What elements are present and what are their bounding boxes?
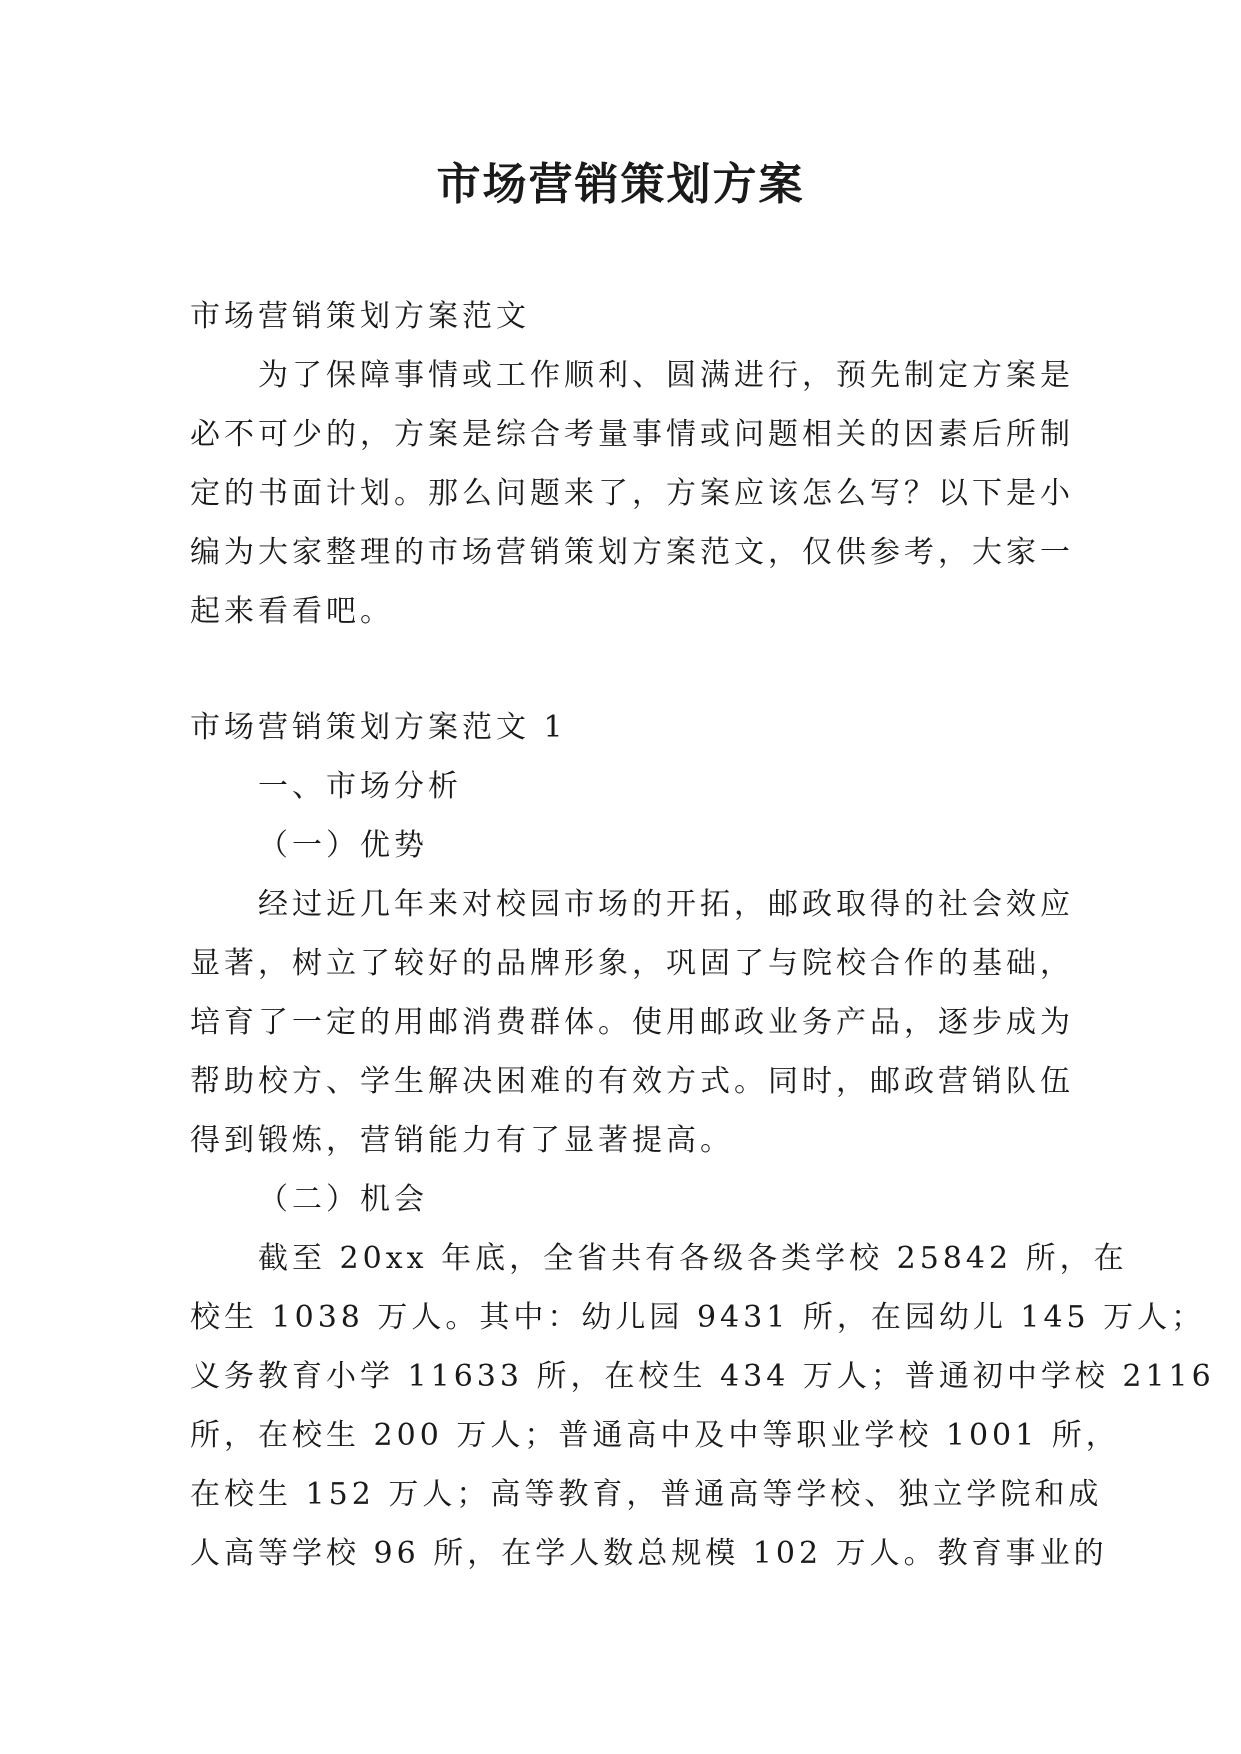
- subsection-heading: 一、市场分析: [258, 769, 462, 804]
- paragraph-line: 为了保障事情或工作顺利、圆满进行，预先制定方案是: [258, 358, 1074, 393]
- paragraph-line: 必不可少的，方案是综合考量事情或问题相关的因素后所制: [190, 417, 1074, 452]
- paragraph-line: 经过近几年来对校园市场的开拓，邮政取得的社会效应: [258, 887, 1074, 922]
- paragraph-line: 编为大家整理的市场营销策划方案范文，仅供参考，大家一: [190, 535, 1074, 570]
- paragraph-line: 帮助校方、学生解决困难的有效方式。同时，邮政营销队伍: [190, 1064, 1074, 1099]
- paragraph-line: 显著，树立了较好的品牌形象，巩固了与院校合作的基础，: [190, 946, 1074, 981]
- paragraph-line: 人高等学校 96 所，在学人数总规模 102 万人。教育事业的: [190, 1536, 1108, 1571]
- paragraph-line: 义务教育小学 11633 所，在校生 434 万人；普通初中学校 2116: [190, 1359, 1215, 1394]
- paragraph-line: 定的书面计划。那么问题来了，方案应该怎么写？以下是小: [190, 476, 1074, 511]
- paragraph-line: 所，在校生 200 万人；普通高中及中等职业学校 1001 所，: [190, 1418, 1120, 1453]
- paragraph-line: 在校生 152 万人；高等教育，普通高等学校、独立学院和成: [190, 1477, 1103, 1512]
- paragraph-line: 起来看看吧。: [190, 594, 394, 629]
- document-title: 市场营销策划方案: [436, 159, 805, 210]
- section-heading: 市场营销策划方案范文 1: [190, 710, 567, 745]
- paragraph-line: 截至 20xx 年底，全省共有各级各类学校 25842 所，在: [258, 1241, 1128, 1276]
- paragraph-line: 得到锻炼，营销能力有了显著提高。: [190, 1123, 734, 1158]
- paragraph-line: 培育了一定的用邮消费群体。使用邮政业务产品，逐步成为: [190, 1005, 1074, 1040]
- section-heading: 市场营销策划方案范文: [190, 299, 530, 334]
- subsection-heading: （一）优势: [258, 828, 428, 863]
- paragraph-line: 校生 1038 万人。其中：幼儿园 9431 所，在园幼儿 145 万人；: [190, 1300, 1206, 1335]
- subsection-heading: （二）机会: [258, 1182, 428, 1217]
